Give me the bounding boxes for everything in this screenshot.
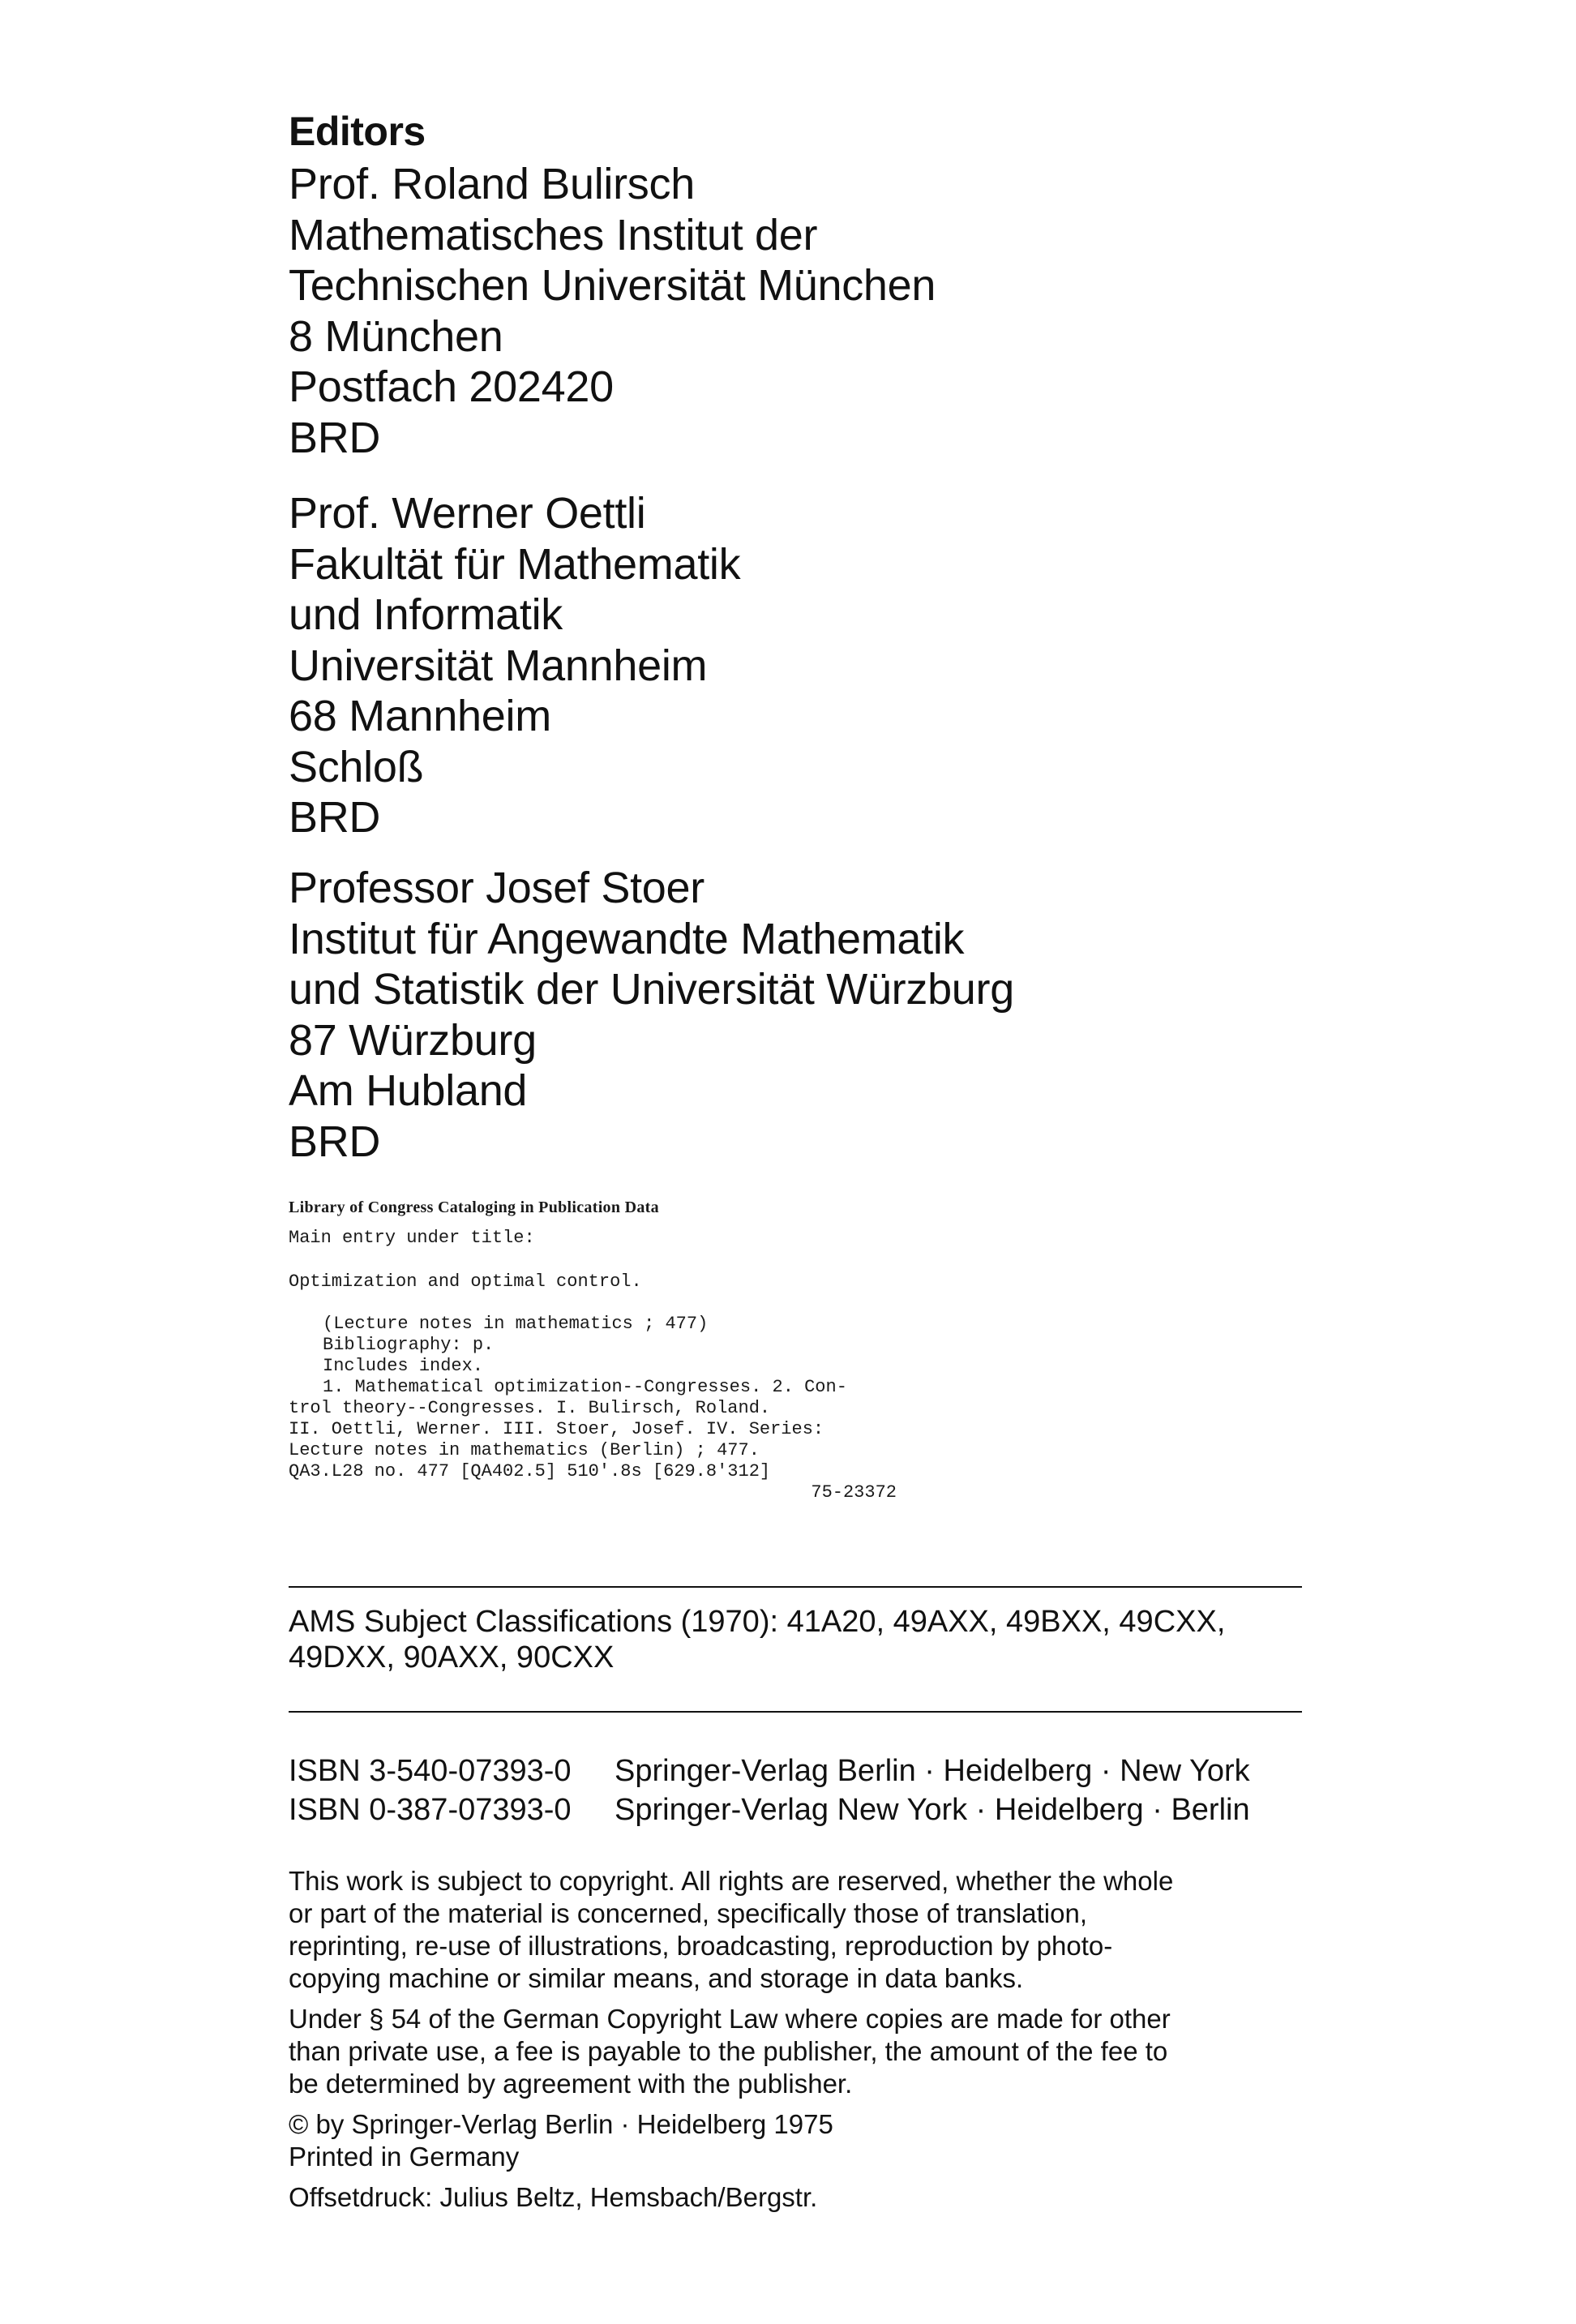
divider-bottom	[289, 1711, 1302, 1713]
editors-heading: Editors	[289, 109, 426, 154]
editor-address-oettli	[289, 488, 740, 843]
address-line: Technischen Universität München	[289, 261, 936, 310]
copyright-notice	[289, 1865, 1326, 1995]
cip-note-line: trol theory--Congresses. I. Bulirsch, Roland.	[289, 1398, 771, 1418]
editor-address-stoer	[289, 863, 1014, 1167]
address-line: Universität Mannheim	[289, 641, 708, 690]
isbn-row	[289, 1752, 1250, 1790]
address-line: 87 Würzburg	[289, 1015, 537, 1065]
address-line: Mathematisches Institut der	[289, 210, 818, 259]
notice-line: than private use, a fee is payable to the publisher, the amount of the fee to	[289, 2036, 1168, 2066]
legal-notices	[289, 1865, 1326, 2222]
address-line: BRD	[289, 793, 381, 842]
isbn-publisher: Springer-Verlag New York · Heidelberg · Berlin	[615, 1793, 1250, 1827]
address-line: Prof. Werner Oettli	[289, 489, 646, 538]
cip-note-line: 1. Mathematical optimization--Congresses. 2. Con-	[323, 1377, 847, 1397]
isbn-row	[289, 1790, 1250, 1829]
fee-notice	[289, 2003, 1326, 2100]
cip-title: Optimization and optimal control.	[289, 1271, 642, 1292]
notice-line: This work is subject to copyright. All rights are reserved, whether the whole	[289, 1866, 1174, 1896]
address-line: BRD	[289, 413, 381, 462]
ams-line: 49DXX, 90AXX, 90CXX	[289, 1640, 615, 1674]
cip-note-line: Includes index.	[323, 1356, 484, 1376]
editor-address-bulirsch	[289, 159, 936, 463]
isbn-block	[289, 1752, 1250, 1829]
cip-card-number: 75-23372	[811, 1482, 897, 1503]
cip-note-line: Bibliography: p.	[323, 1335, 495, 1355]
ams-subject-classifications	[289, 1604, 1310, 1675]
copyright-and-printing	[289, 2108, 1326, 2173]
printer-info	[289, 2181, 1326, 2214]
notice-line: copying machine or similar means, and storage in data banks.	[289, 1963, 1024, 1993]
cip-note-line: II. Oettli, Werner. III. Stoer, Josef. IV. Series:	[289, 1419, 824, 1439]
address-line: Institut für Angewandte Mathematik	[289, 914, 965, 963]
cataloging-in-publication-block	[289, 1197, 986, 1503]
cip-note-line: (Lecture notes in mathematics ; 477)	[323, 1314, 709, 1334]
address-line: Am Hubland	[289, 1066, 528, 1115]
address-line: und Statistik der Universität Würzburg	[289, 965, 1014, 1014]
isbn-number: ISBN 3-540-07393-0	[289, 1754, 572, 1788]
notice-line: Under § 54 of the German Copyright Law where copies are made for other	[289, 2004, 1171, 2034]
address-line: Postfach 202420	[289, 362, 614, 411]
printed-in: Printed in Germany	[289, 2142, 520, 2172]
address-line: Professor Josef Stoer	[289, 864, 704, 912]
notice-line: be determined by agreement with the publisher.	[289, 2069, 853, 2099]
divider-top	[289, 1586, 1302, 1588]
ams-line: AMS Subject Classifications (1970): 41A20, 49AXX, 49BXX, 49CXX,	[289, 1605, 1226, 1639]
cip-note-line: Lecture notes in mathematics (Berlin) ; 477.	[289, 1440, 760, 1460]
address-line: Schloß	[289, 742, 424, 791]
printer-line: Offsetdruck: Julius Beltz, Hemsbach/Bergstr.	[289, 2182, 818, 2212]
cip-heading: Library of Congress Cataloging in Publication Data	[289, 1198, 659, 1216]
isbn-number: ISBN 0-387-07393-0	[289, 1793, 572, 1827]
copyright-line: © by Springer-Verlag Berlin · Heidelberg 1975	[289, 2109, 833, 2139]
address-line: und Informatik	[289, 590, 563, 639]
address-line: BRD	[289, 1117, 381, 1166]
address-line: 68 Mannheim	[289, 692, 551, 740]
notice-line: or part of the material is concerned, specifically those of translation,	[289, 1898, 1087, 1928]
address-line: Fakultät für Mathematik	[289, 539, 741, 589]
address-line: 8 München	[289, 311, 503, 361]
cip-note-line: QA3.L28 no. 477 [QA402.5] 510'.8s [629.8'312]	[289, 1461, 771, 1481]
cip-main-entry: Main entry under title:	[289, 1228, 535, 1248]
isbn-publisher: Springer-Verlag Berlin · Heidelberg · New York	[615, 1754, 1250, 1788]
cip-notes	[289, 1314, 986, 1503]
address-line: Prof. Roland Bulirsch	[289, 160, 695, 208]
notice-line: reprinting, re-use of illustrations, broadcasting, reproduction by photo-	[289, 1931, 1113, 1961]
